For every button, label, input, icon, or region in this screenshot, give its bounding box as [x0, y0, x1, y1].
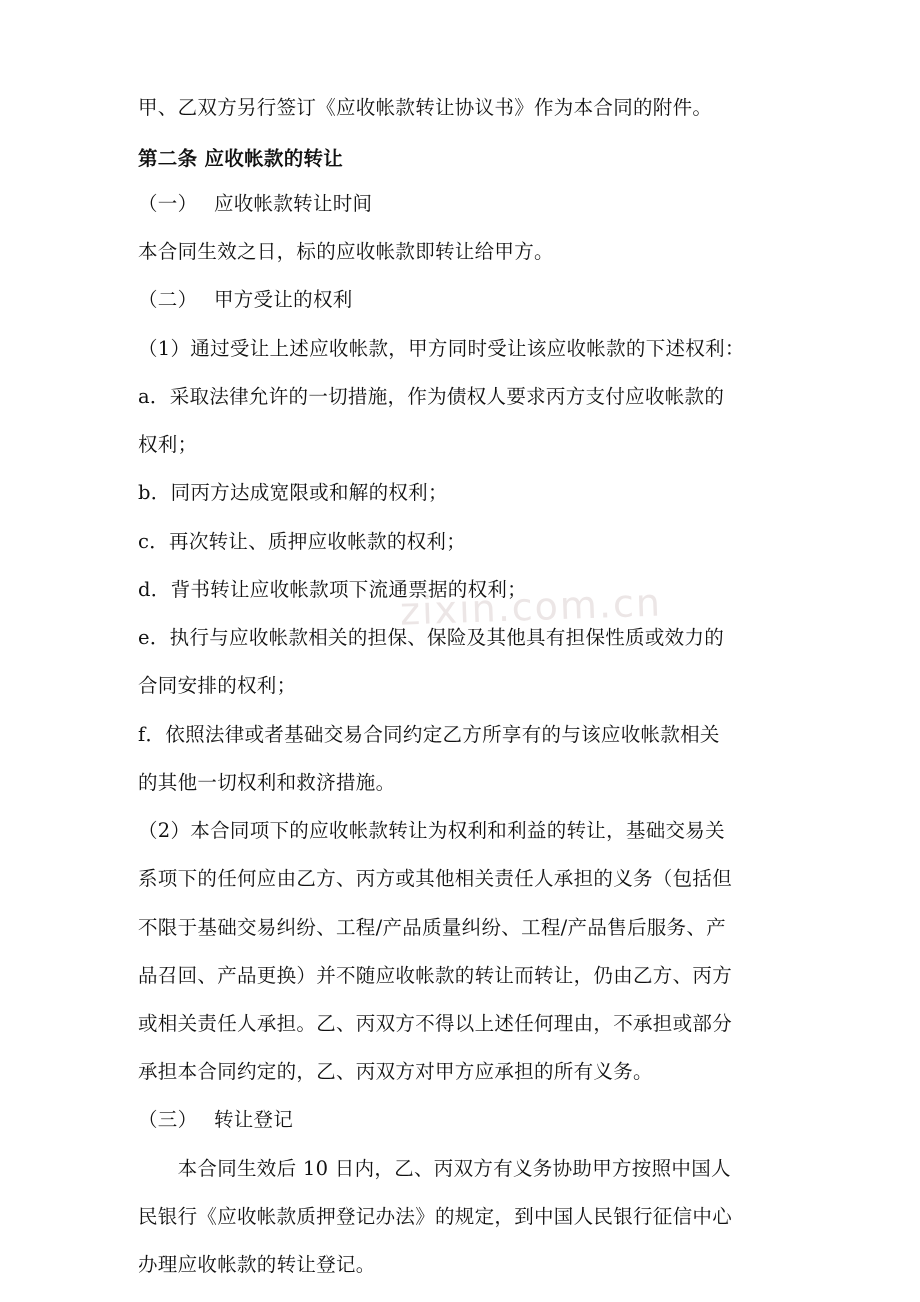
list-item: c．再次转让、质押应收帐款的权利；	[138, 530, 467, 553]
list-item-continuation: 的其他一切权利和救济措施。	[138, 771, 396, 794]
section-heading: 第二条 应收帐款的转让	[138, 147, 344, 170]
list-item: e．执行与应收帐款相关的担保、保险及其他具有担保性质或效力的	[138, 626, 725, 649]
list-item: a．采取法律允许的一切措施，作为债权人要求丙方支付应收帐款的	[138, 385, 725, 408]
subsection-heading: （三） 转让登记	[138, 1108, 294, 1131]
list-item-continuation: 合同安排的权利；	[138, 674, 297, 697]
paragraph-line: 承担本合同约定的，乙、丙双方对甲方应承担的所有义务。	[138, 1060, 653, 1083]
paragraph-line: 系项下的任何应由乙方、丙方或其他相关责任人承担的义务（包括但	[138, 867, 733, 890]
list-item: f．依照法律或者基础交易合同约定乙方所享有的与该应收帐款相关	[138, 723, 720, 746]
subsection-heading: （一） 应收帐款转让时间	[138, 192, 373, 215]
list-item: d．背书转让应收帐款项下流通票据的权利；	[138, 578, 527, 601]
paragraph-line: 本合同生效之日，标的应收帐款即转让给甲方。	[138, 240, 554, 263]
watermark: zixin.com.cn	[399, 580, 663, 634]
paragraph-line: 或相关责任人承担。乙、丙双方不得以上述任何理由，不承担或部分	[138, 1012, 733, 1035]
paragraph-line: 办理应收帐款的转让登记。	[138, 1253, 376, 1276]
list-item: b．同丙方达成宽限或和解的权利；	[138, 481, 448, 504]
paragraph-line: 本合同生效后 10 日内，乙、丙双方有义务协助甲方按照中国人	[138, 1157, 731, 1180]
subsection-heading: （二） 甲方受让的权利	[138, 288, 353, 311]
list-item-continuation: 权利；	[138, 433, 198, 456]
paragraph-line: 民银行《应收帐款质押登记办法》的规定，到中国人民银行征信中心	[138, 1205, 733, 1228]
paragraph-line: 甲、乙双方另行签订《应收帐款转让协议书》作为本合同的附件。	[138, 96, 713, 119]
paragraph-line: 品召回、产品更换）并不随应收帐款的转让而转让，仍由乙方、丙方	[138, 964, 733, 987]
paragraph-line: 不限于基础交易纠纷、工程/产品质量纠纷、工程/产品售后服务、产	[138, 916, 726, 939]
paragraph-line: （1）通过受让上述应收帐款，甲方同时受让该应收帐款的下述权利：	[138, 337, 745, 360]
paragraph-line: （2）本合同项下的应收帐款转让为权利和利益的转让，基础交易关	[138, 819, 725, 842]
